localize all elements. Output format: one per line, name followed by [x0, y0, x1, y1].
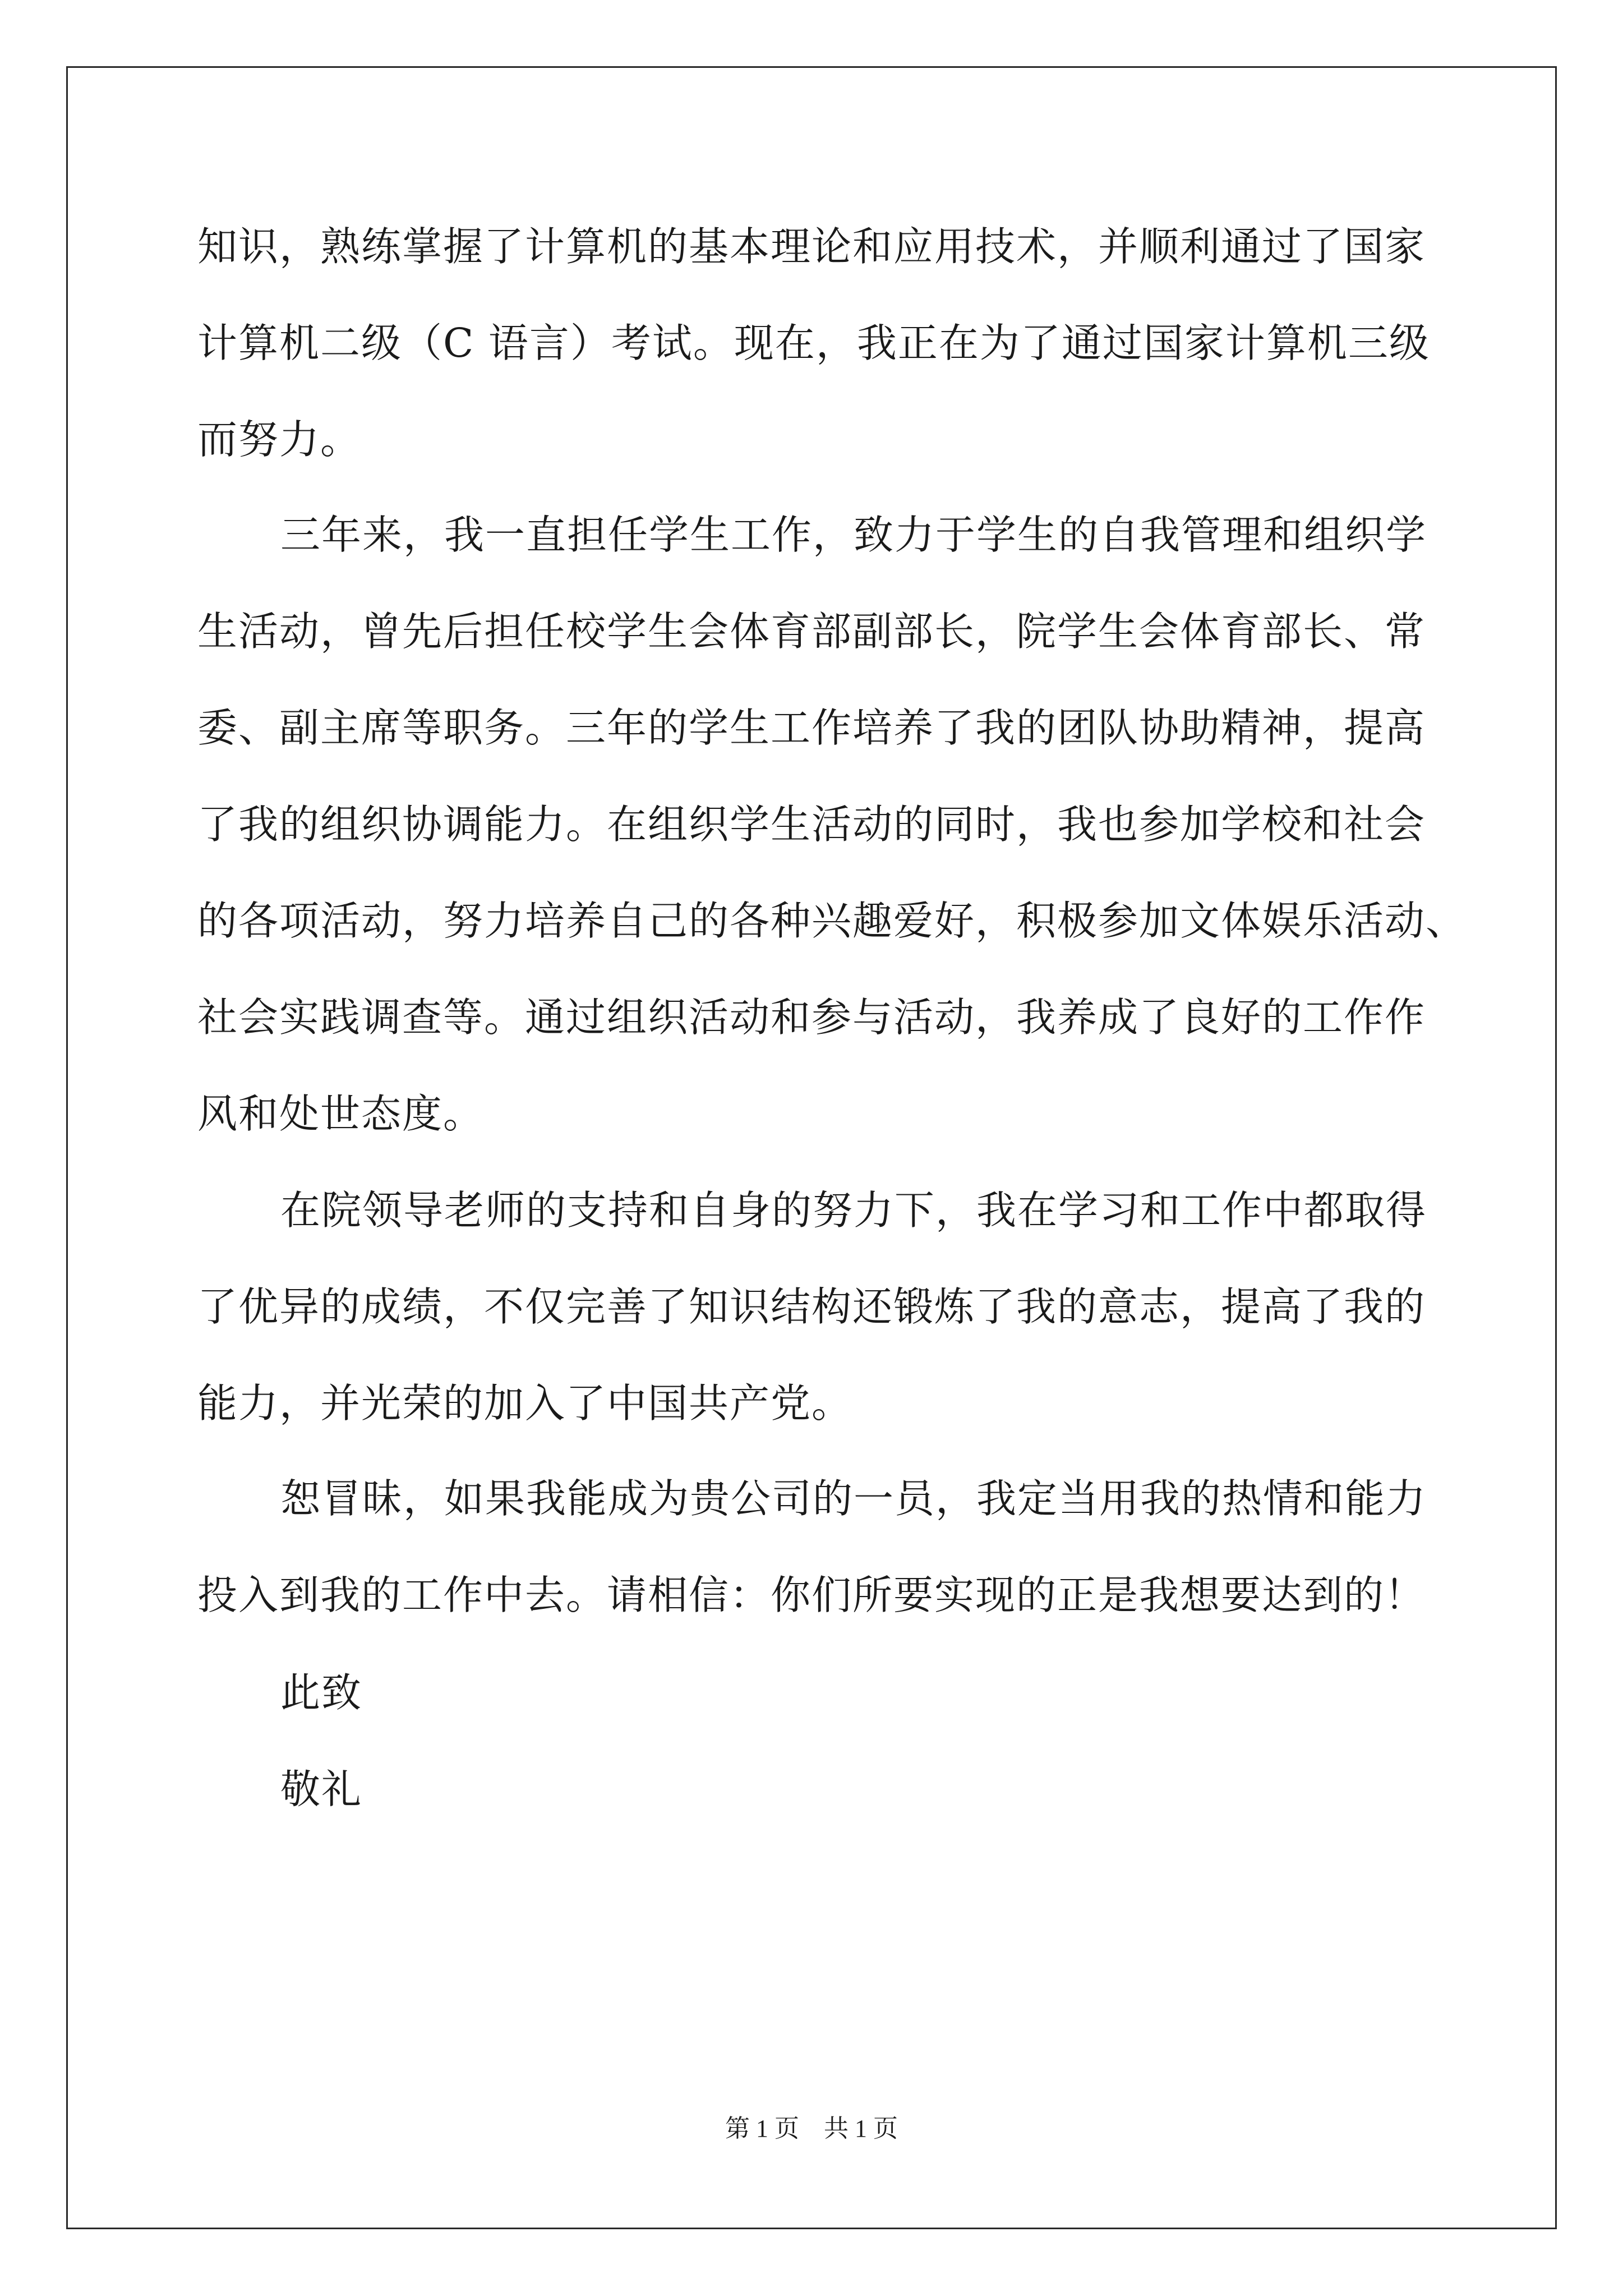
page-number: 第 1 页 共 1 页	[725, 2115, 898, 2142]
paragraph-start-line: 在院领导老师的支持和自身的努力下，我在学习和工作中都取得	[280, 1187, 1427, 1234]
text-line: 知识，熟练掌握了计算机的基本理论和应用技术，并顺利通过了国家	[197, 223, 1426, 270]
text-line: 计算机二级（C 语言）考试。现在，我正在为了通过国家计算机三级	[197, 320, 1430, 366]
text-line: 风和处世态度。	[197, 1091, 485, 1137]
paragraph-start-line: 恕冒昧，如果我能成为贵公司的一员，我定当用我的热情和能力	[280, 1475, 1427, 1522]
text-line: 而努力。	[197, 416, 362, 463]
page-border	[66, 66, 1557, 2229]
text-line: 委、副主席等职务。三年的学生工作培养了我的团队协助精神，提高	[197, 705, 1426, 751]
text-line: 生活动，曾先后担任校学生会体育部副部长，院学生会体育部长、常	[197, 608, 1426, 655]
text-line: 社会实践调查等。通过组织活动和参与活动，我养成了良好的工作作	[197, 994, 1426, 1041]
text-line: 投入到我的工作中去。请相信：你们所要实现的正是我想要达到的！	[197, 1572, 1426, 1618]
paragraph-start-line: 三年来，我一直担任学生工作，致力于学生的自我管理和组织学	[280, 512, 1427, 558]
text-line: 的各项活动，努力培养自己的各种兴趣爱好，积极参加文体娱乐活动、	[197, 898, 1467, 944]
text-line: 了我的组织协调能力。在组织学生活动的同时，我也参加学校和社会	[197, 801, 1426, 848]
text-line: 能力，并光荣的加入了中国共产党。	[197, 1380, 853, 1427]
closing-regards: 敬礼	[280, 1766, 363, 1812]
text-line: 了优异的成绩，不仅完善了知识结构还锻炼了我的意志，提高了我的	[197, 1283, 1426, 1330]
closing-salutation: 此致	[280, 1669, 363, 1716]
